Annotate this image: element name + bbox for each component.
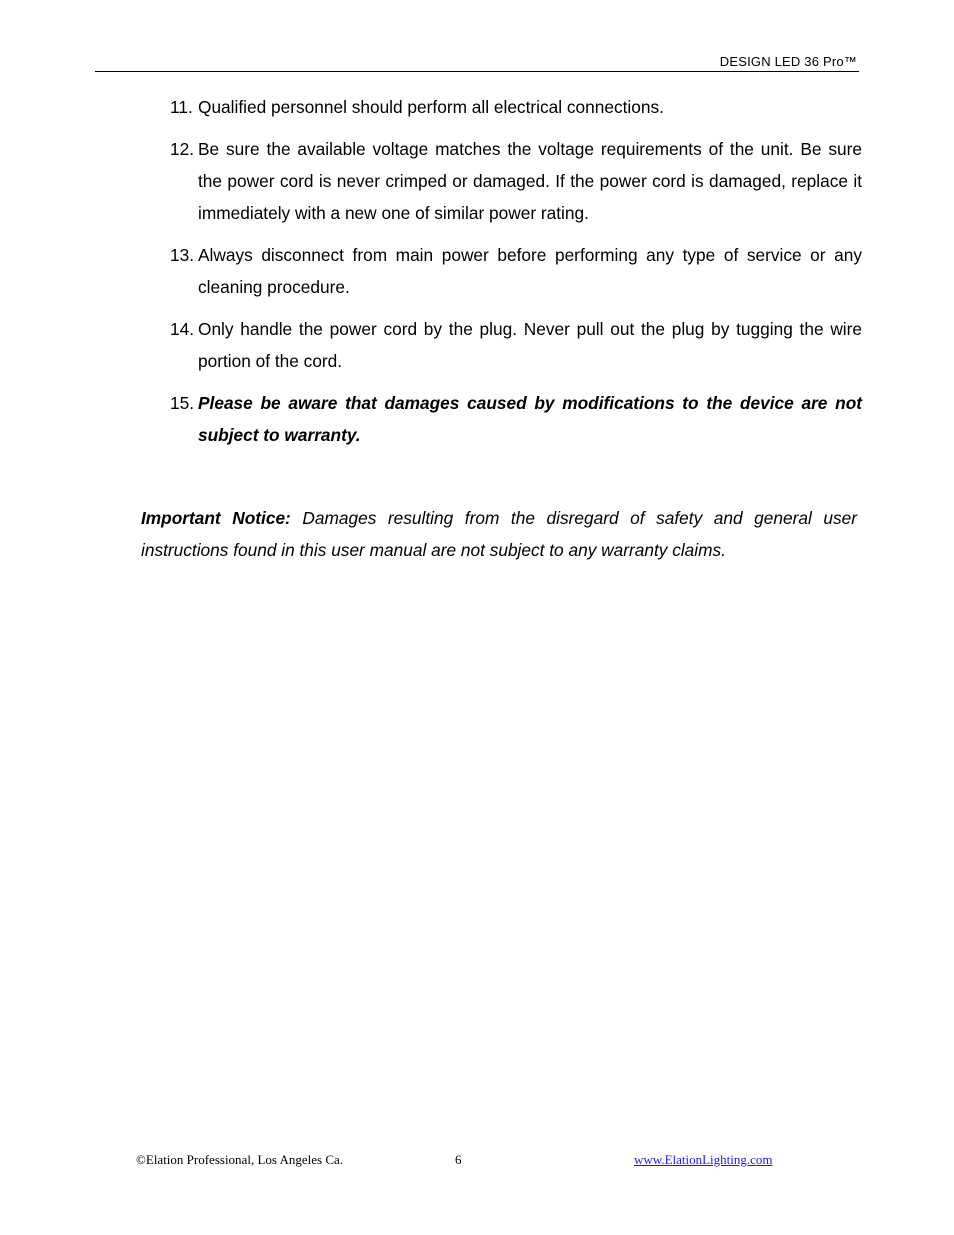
list-item-number: 12. <box>170 139 195 159</box>
list-item <box>165 91 862 123</box>
list-item <box>165 133 862 229</box>
website-link[interactable]: www.ElationLighting.com <box>634 1152 773 1167</box>
list-item-number: 14. <box>170 319 195 339</box>
list-item-number: 13. <box>170 245 195 265</box>
list-item-text: Qualified personnel should perform all electrical connections. <box>198 97 664 117</box>
list-item-text: Be sure the available voltage matches the voltage requirements of the unit. Be sure the power cord is never crimped or damaged. If the power cord is damaged, replace it immediately with a new one of similar power rating. <box>198 139 862 223</box>
footer-copyright: ©Elation Professional, Los Angeles Ca. <box>136 1152 344 1167</box>
list-item-text: Always disconnect from main power before performing any type of service or any cleaning procedure. <box>198 245 862 297</box>
notice-lead: Important Notice: <box>141 508 291 528</box>
page-number: 6 <box>455 1152 462 1167</box>
important-notice <box>141 502 857 566</box>
list-item <box>165 239 862 303</box>
list-item-number: 11. <box>170 97 193 117</box>
notice-text: Damages resulting from the disregard of safety and general user instructions found in this user manual are not subject to any warranty claims. <box>141 508 857 560</box>
list-item-number: 15. <box>170 393 195 413</box>
list-item-text: Please be aware that damages caused by modifications to the device are not subject to warranty. <box>198 393 862 445</box>
header-title: DESIGN LED 36 Pro™ <box>719 54 857 69</box>
list-item-text: Only handle the power cord by the plug. Never pull out the plug by tugging the wire portion of the cord. <box>198 319 862 371</box>
list-item-warranty-warning <box>165 387 862 451</box>
header-divider <box>95 71 859 72</box>
safety-list <box>165 91 862 461</box>
list-item <box>165 313 862 377</box>
